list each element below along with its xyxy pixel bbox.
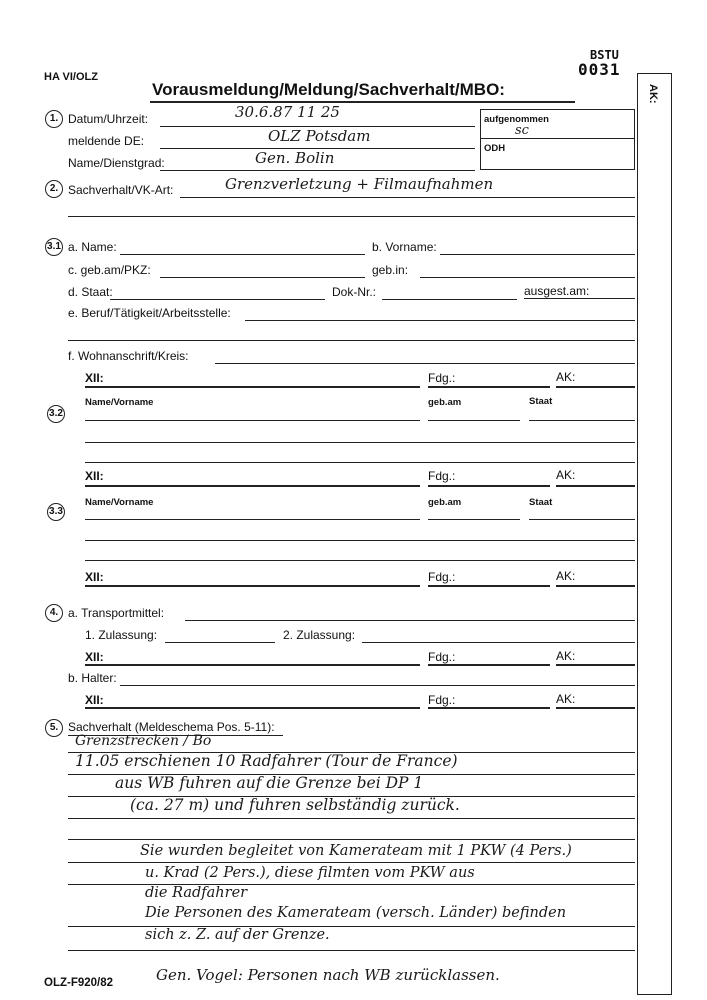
address-label: f. Wohnanschrift/Kreis: <box>68 349 189 363</box>
report-line-4: (ca. 27 m) und fuhren selbständig zurück. <box>130 796 460 814</box>
report-line-7: die Radfahrer <box>145 885 248 901</box>
section-3-3-number: 3.3 <box>47 503 65 521</box>
xii-label-4a: XII: <box>85 650 104 664</box>
transport-label: a. Transportmittel: <box>68 606 165 620</box>
facts-label: Sachverhalt (Meldeschema Pos. 5-11): <box>68 720 275 734</box>
name-rank-label: Name/Dienstgrad: <box>68 156 165 170</box>
birthdate-label: c. geb.am/PKZ: <box>68 263 151 277</box>
date-time-value: 30.6.87 11 25 <box>235 103 340 121</box>
report-line-3: aus WB fuhren auf die Grenze bei DP 1 <box>115 774 424 792</box>
report-line-5: Sie wurden begleitet von Kamerateam mit 1 PKW (4 Pers.) <box>140 843 572 859</box>
owner-label: b. Halter: <box>68 671 117 685</box>
archive-stamp-number: 0031 <box>578 60 621 79</box>
department-label: HA VI/OLZ <box>44 71 98 83</box>
state-label: d. Staat: <box>68 285 113 299</box>
surname-label: a. Name: <box>68 240 117 254</box>
xii-label-3-2: XII: <box>85 469 104 483</box>
ak-label-4a: AK: <box>556 649 576 663</box>
ak-label-3-1: AK: <box>556 370 576 384</box>
name-label-3-2: Name/Vorname <box>85 397 154 408</box>
odh-label: ODH <box>484 143 506 154</box>
name-rank-value: Gen. Bolin <box>255 149 335 167</box>
fdg-label-3-2: Fdg.: <box>428 469 456 483</box>
received-value: sc <box>515 123 529 138</box>
case-type-label: Sachverhalt/VK-Art: <box>68 183 174 197</box>
received-label: aufgenommen <box>484 114 549 125</box>
birthdate-label-3-3: geb.am <box>428 497 462 508</box>
first-name-label: b. Vorname: <box>372 240 437 254</box>
ak-column-box <box>637 73 672 995</box>
report-line-9: sich z. Z. auf der Grenze. <box>145 927 330 943</box>
registration-2-label: 2. Zulassung: <box>283 628 356 642</box>
reporting-unit-value: OLZ Potsdam <box>268 127 371 145</box>
issued-label: ausgest.am: <box>524 284 590 298</box>
section-4-number: 4. <box>45 604 63 622</box>
date-time-label: Datum/Uhrzeit: <box>68 112 149 126</box>
report-line-1: Grenzstrecken / Bo <box>75 733 212 749</box>
birthdate-label-3-2: geb.am <box>428 397 462 408</box>
ak-label-3-2: AK: <box>556 468 576 482</box>
form-number: OLZ-F920/82 <box>44 977 114 989</box>
xii-label-3-3: XII: <box>85 570 104 584</box>
ak-box-label: AK: <box>647 84 659 104</box>
fdg-label-3-3: Fdg.: <box>428 570 456 584</box>
report-line-2: 11.05 erschienen 10 Radfahrer (Tour de France) <box>75 752 458 770</box>
form-title: Vorausmeldung/Meldung/Sachverhalt/MBO: <box>152 80 505 99</box>
section-3-1-number: 3.1 <box>45 238 63 256</box>
state-label-3-3: Staat <box>529 497 553 508</box>
doc-number-label: Dok-Nr.: <box>332 285 377 299</box>
section-3-2-number: 3.2 <box>47 405 65 423</box>
occupation-label: e. Beruf/Tätigkeit/Arbeitsstelle: <box>68 306 231 320</box>
section-5-number: 5. <box>45 719 63 737</box>
fdg-label-3-1: Fdg.: <box>428 371 456 385</box>
section-1-number: 1. <box>45 110 63 128</box>
report-line-6: u. Krad (2 Pers.), diese filmten vom PKW aus <box>145 865 475 881</box>
ak-label-3-3: AK: <box>556 569 576 583</box>
birthplace-label: geb.in: <box>372 263 409 277</box>
case-type-value: Grenzverletzung + Filmaufnahmen <box>225 175 494 193</box>
footer-handwritten-note: Gen. Vogel: Personen nach WB zurücklassen. <box>156 966 500 984</box>
archive-stamp-label: BSTU <box>590 48 619 62</box>
xii-label-4b: XII: <box>85 693 104 707</box>
registration-1-label: 1. Zulassung: <box>85 628 158 642</box>
xii-label-3-1: XII: <box>85 371 104 385</box>
fdg-label-4a: Fdg.: <box>428 650 456 664</box>
fdg-label-4b: Fdg.: <box>428 693 456 707</box>
ak-label-4b: AK: <box>556 692 576 706</box>
report-line-8: Die Personen des Kamerateam (versch. Länder) befinden <box>145 905 567 921</box>
reporting-unit-label: meldende DE: <box>68 134 145 148</box>
name-label-3-3: Name/Vorname <box>85 497 154 508</box>
section-2-number: 2. <box>45 180 63 198</box>
state-label-3-2: Staat <box>529 396 553 407</box>
